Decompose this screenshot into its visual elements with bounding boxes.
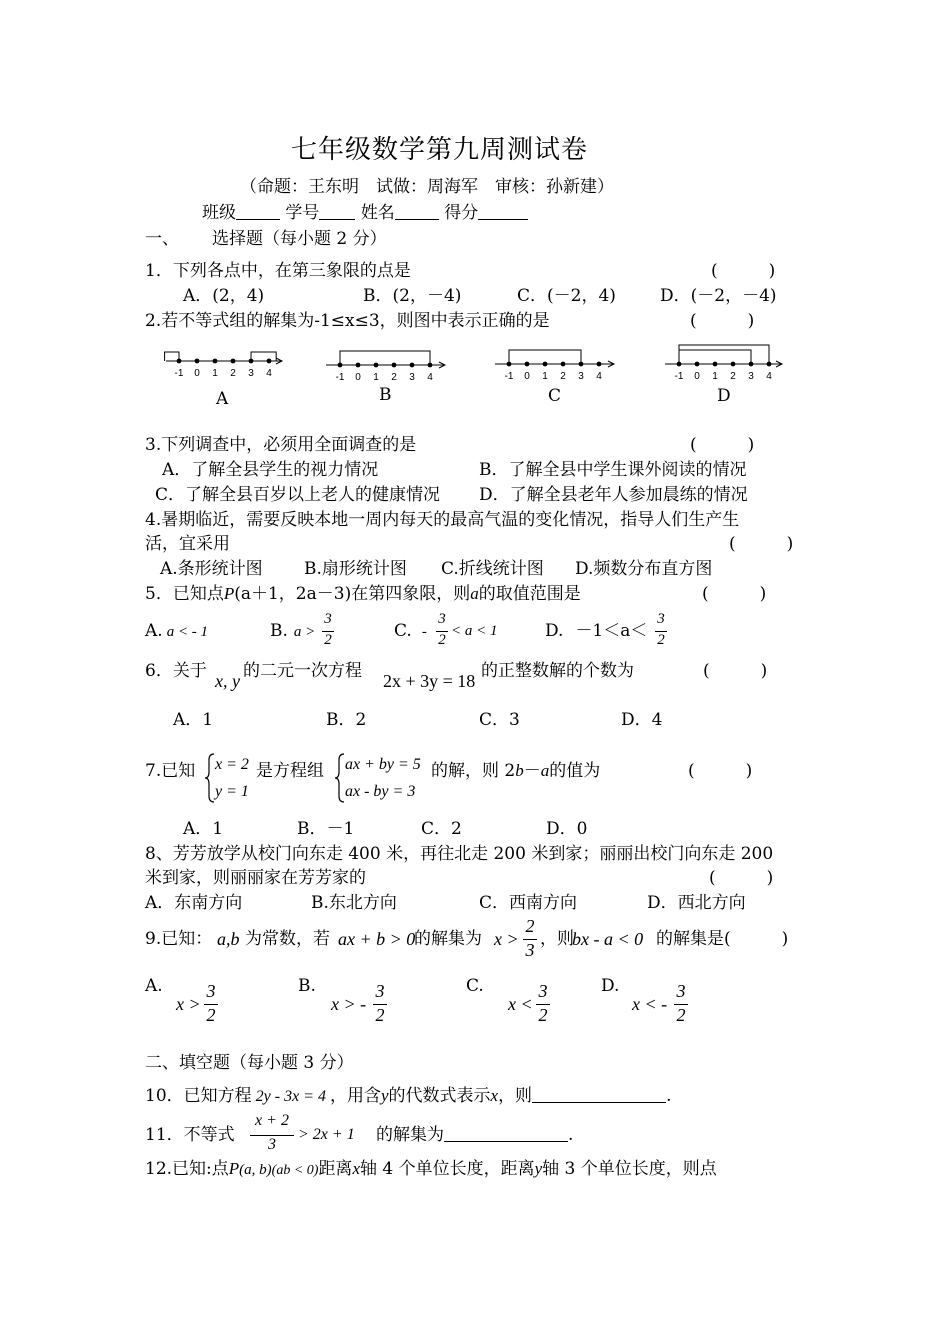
q2-tick-c-2: 1 (542, 371, 548, 382)
q7-option-a[interactable]: A．1 (183, 819, 224, 839)
q7-pre: 7.已知 (145, 761, 196, 781)
q2-label-a[interactable]: A (216, 389, 229, 409)
q9-frac-num: 2 (525, 916, 535, 936)
class-label: 班级 (202, 203, 236, 223)
num-label: 学号 (285, 203, 320, 223)
q12-var-y: y (534, 1159, 543, 1178)
section-1-number: 一、 (145, 229, 179, 249)
q9-a-num: 3 (206, 981, 216, 1001)
q5-option-d[interactable] (545, 620, 647, 642)
q10-answer-blank[interactable] (532, 1086, 666, 1103)
q1-option-c[interactable]: C．(－2，4) (517, 286, 616, 306)
q5-stem (145, 583, 581, 605)
q2-tick-d-4: 3 (748, 371, 754, 382)
q2-answer-paren[interactable]: ( ) (690, 311, 755, 331)
q12-tail: 轴 3 个单位长度，则点 (542, 1159, 717, 1179)
section-2-label: 二、填空题（每小题 3 分） (145, 1053, 354, 1073)
q2-point-a-1 (195, 359, 200, 364)
q8-answer-paren[interactable]: ( ) (709, 868, 774, 888)
q9-option-d-fraction (674, 981, 688, 1027)
q6-option-a[interactable]: A．1 (173, 710, 214, 730)
q10-mid2: 的代数式表示 (388, 1086, 491, 1106)
page-title: 七年级数学第九周测试卷 (291, 135, 589, 165)
q5-pre: 5．已知点 (145, 584, 224, 604)
q9-option-d-label[interactable]: D. (601, 976, 620, 996)
q5-option-c-fraction (436, 611, 448, 651)
q2-tick-c-0: -1 (504, 371, 514, 382)
q2-tick-c-4: 3 (578, 371, 584, 382)
q5-var: a (470, 584, 479, 603)
q9-mid1: 为常数，若 (245, 929, 330, 949)
q2-point-b-3 (392, 363, 397, 368)
q7-system2-line1: ax + by = 5 (345, 756, 421, 773)
q2-tick-b-2: 1 (373, 372, 379, 383)
q5-option-b-label: B. (270, 621, 288, 641)
q9-frac-den: 3 (525, 940, 535, 960)
q2-bracket-d-1 (679, 345, 769, 364)
q6-pre: 6．关于 (145, 661, 207, 681)
q2-tick-d-1: 0 (694, 371, 700, 382)
q5-b-num: 3 (324, 611, 332, 627)
q2-tick-a-2: 1 (212, 368, 218, 379)
q5-answer-paren[interactable]: ( ) (702, 584, 767, 604)
q7-system1-line1: x = 2 (215, 756, 249, 773)
q9-mid3: ，则 (540, 929, 574, 949)
q4-stem-line1: 4.暑期临近，需要反映本地一周内每天的最高气温的变化情况，指导人们生产生 (145, 510, 740, 530)
q4-stem-line2: 活，宜采用 (145, 534, 230, 554)
q9-option-b-fraction (373, 981, 387, 1027)
q9-option-b-label[interactable]: B. (298, 976, 316, 996)
q8-option-c[interactable]: C．西南方向 (479, 893, 578, 913)
q2-point-a-3 (231, 359, 236, 364)
q5-d-num: 3 (657, 611, 665, 627)
q2-tick-c-1: 0 (524, 371, 530, 382)
q9-option-c-label[interactable]: C. (466, 976, 484, 996)
q10-var-y: y (380, 1086, 389, 1105)
q5-d-den: 2 (657, 632, 665, 648)
q2-bracket-b-0 (340, 351, 430, 365)
q2-point-d-3 (731, 362, 736, 367)
q9-tail[interactable]: 的解集是( ) (656, 929, 789, 949)
q9-x-gt: x > (494, 929, 519, 949)
q2-point-a-5 (267, 359, 272, 364)
q10-end: . (666, 1086, 672, 1106)
q2-tick-d-2: 1 (712, 371, 718, 382)
q7-var-b: b (515, 761, 524, 780)
q4-option-b[interactable]: B.扇形统计图 (304, 559, 407, 579)
name-label: 姓名 (360, 203, 395, 223)
q2-tick-a-3: 2 (230, 368, 236, 379)
q2-tick-b-3: 2 (391, 372, 397, 383)
q5-option-a-label: A. (145, 621, 163, 641)
q7-minus: － (523, 761, 541, 781)
q1-option-d[interactable]: D．(－2，－4) (660, 286, 777, 306)
q2-stem: 2.若不等式组的解集为-1≤x≤3，则图中表示正确的是 (145, 311, 550, 331)
q12-mid: 轴 4 个单位长度，距离 (359, 1159, 535, 1179)
q9-option-a-label[interactable]: A. (145, 976, 163, 996)
q9-option-d-expr: x < - (632, 994, 668, 1014)
q8-option-d[interactable]: D．西北方向 (647, 893, 746, 913)
q9-ab: a,b (217, 929, 240, 949)
q7-answer-paren[interactable]: ( ) (688, 761, 753, 781)
q5-option-c-rest: < a < 1 (451, 623, 498, 639)
q5-option-c-label: C. (394, 621, 412, 641)
q2-tick-b-1: 0 (355, 372, 361, 383)
q2-tick-c-5: 4 (596, 371, 602, 382)
q3-option-c[interactable]: C．了解全县百岁以上老人的健康情况 (155, 485, 441, 505)
q12-point: P (228, 1159, 240, 1178)
q12-line (145, 1158, 717, 1182)
q10-var-x: x (490, 1086, 499, 1105)
q7-tail: 的值为 (549, 761, 601, 781)
q2-tick-a-5: 4 (266, 368, 272, 379)
q8-stem-line1: 8、芳芳放学从校门向东走 400 米，再往北走 200 米到家；丽丽出校门向东走 200 (145, 844, 774, 864)
q2-tick-a-4: 3 (248, 368, 254, 379)
q5-option-b-expr: a > (293, 624, 316, 640)
q9-option-c-fraction (536, 981, 550, 1027)
q5-option-d-label: D. (545, 621, 564, 641)
q10-mid: ，用含 (329, 1086, 381, 1106)
q5-option-d-fraction (655, 611, 667, 651)
q10-post: ，则 (498, 1086, 533, 1106)
q8-stem-line2: 米到家，则丽丽家在芳芳家的 (145, 868, 366, 888)
q5-post: 在第四象限，则 (351, 584, 471, 604)
q7-post-text: 的解，则 2 (431, 761, 516, 781)
q7-option-c[interactable]: C．2 (421, 819, 462, 839)
q9-option-b-expr: x > - (331, 994, 367, 1014)
q5-option-c-sign: - (421, 624, 427, 640)
q11-end: . (568, 1125, 574, 1145)
q9-d-num: 3 (676, 981, 686, 1001)
q4-answer-paren[interactable]: ( ) (729, 534, 794, 554)
q7-system2-line2: ax - by = 3 (345, 783, 416, 800)
q3-option-a[interactable]: A．了解全县学生的视力情况 (162, 460, 379, 480)
q2-tick-d-5: 4 (766, 371, 772, 382)
q1-option-a[interactable]: A．(2，4) (183, 286, 265, 306)
q2-point-b-2 (374, 363, 379, 368)
q2-tick-d-0: -1 (674, 371, 684, 382)
q9-c-num: 3 (538, 981, 548, 1001)
q9-c-den: 2 (538, 1005, 548, 1025)
q2-point-a-2 (213, 359, 218, 364)
q2-point-c-1 (525, 362, 530, 367)
q5-c-num: 3 (438, 611, 446, 627)
q5-option-c[interactable] (394, 620, 427, 643)
q2-tick-b-0: -1 (335, 372, 345, 383)
q9-option-a-expr: x > (176, 994, 201, 1014)
q2-point-b-1 (356, 363, 361, 368)
q3-answer-paren[interactable]: ( ) (690, 435, 755, 455)
q7-mid: 是方程组 (256, 761, 324, 781)
q2-label-b[interactable]: B (379, 385, 392, 405)
q9-b-den: 2 (375, 1005, 385, 1025)
q4-option-d[interactable]: D.频数分布直方图 (575, 559, 713, 579)
q7-var-a: a (540, 761, 550, 780)
q10-line (145, 1085, 671, 1108)
q9-ineq1: ax + b > 0 (338, 929, 416, 949)
q12-post: 距离 (318, 1159, 353, 1179)
q3-option-b[interactable]: B．了解全县中学生课外阅读的情况 (479, 460, 747, 480)
q12-condition: (ab < 0) (271, 1163, 319, 1178)
q6-mid: 的二元一次方程 (243, 661, 362, 681)
q11-post-line (376, 1124, 573, 1146)
q12-coords: (a, b) (239, 1162, 272, 1178)
q9-d-den: 2 (676, 1005, 686, 1025)
q1-answer-paren[interactable]: ( ) (711, 261, 776, 281)
q2-tick-a-1: 0 (194, 368, 200, 379)
q6-option-d[interactable]: D．4 (621, 710, 663, 730)
q10-pre: 10．已知方程 (145, 1086, 252, 1106)
q8-option-a[interactable]: A．东南方向 (145, 893, 243, 913)
q9-fraction (523, 916, 537, 962)
q2-point-c-3 (561, 362, 566, 367)
q6-vars: x, y (215, 671, 240, 691)
q2-label-c[interactable]: C (548, 386, 562, 406)
q5-option-b[interactable] (270, 620, 315, 643)
q4-option-c[interactable]: C.折线统计图 (441, 559, 544, 579)
q9-b-num: 3 (375, 981, 385, 1001)
q5-expr: (a＋1，2a－3) (234, 584, 352, 604)
q1-stem: 1．下列各点中，在第三象限的点是 (145, 261, 411, 281)
q1-option-b[interactable]: B．(2，－4) (363, 286, 462, 306)
q11-fraction (250, 1112, 294, 1158)
q6-answer-paren[interactable]: ( ) (703, 661, 768, 681)
q6-post: 的正整数解的个数为 (481, 661, 634, 681)
section-1-label: 选择题（每小题 2 分） (212, 229, 387, 249)
q9-a-den: 2 (206, 1005, 216, 1025)
q2-tick-b-4: 3 (409, 372, 415, 383)
q12-pre: 12.已知:点 (145, 1159, 229, 1179)
q3-stem: 3.下列调查中，必须用全面调查的是 (145, 435, 417, 455)
q5-option-d-expr: －1＜a＜ (575, 621, 648, 641)
q2-number-lines (0, 0, 950, 420)
q7-option-d[interactable]: D．0 (546, 819, 588, 839)
q5-tail: 的取值范围是 (478, 584, 581, 604)
q9-mid2: 的解集为 (414, 929, 482, 949)
q2-point-c-5 (597, 362, 602, 367)
q3-option-d[interactable]: D．了解全县老年人参加晨练的情况 (479, 485, 748, 505)
q5-option-a-expr: a < - 1 (166, 624, 209, 640)
q9-option-c-expr: x < (508, 994, 533, 1014)
q2-bracket-a-1 (251, 352, 276, 361)
q5-option-a[interactable] (145, 620, 208, 643)
q10-equation: 2y - 3x = 4 (255, 1088, 326, 1105)
q6-option-b[interactable]: B．2 (326, 710, 367, 730)
q9-ineq2: bx - a < 0 (572, 929, 644, 949)
q2-point-c-2 (543, 362, 548, 367)
q4-option-a[interactable]: A.条形统计图 (160, 559, 263, 579)
q11-post: 的解集为 (376, 1125, 444, 1145)
q11-answer-blank[interactable] (444, 1125, 568, 1142)
q2-tick-d-3: 2 (730, 371, 736, 382)
q9-pre: 9.已知： (145, 929, 213, 949)
score-label: 得分 (444, 203, 479, 223)
q5-b-den: 2 (324, 632, 332, 648)
q6-equation: 2x + 3y = 18 (383, 671, 476, 691)
q11-den: 3 (268, 1136, 276, 1153)
q5-c-den: 2 (438, 632, 446, 648)
q2-point-d-2 (713, 362, 718, 367)
q7-post (431, 760, 600, 782)
credits: （命题：王东明 试做：周海军 审核：孙新建） (240, 177, 614, 197)
q7-option-b[interactable]: B．－1 (297, 819, 355, 839)
q5-option-b-fraction (322, 611, 334, 651)
q2-point-b-4 (410, 363, 415, 368)
q7-system1-line2: y = 1 (215, 783, 249, 800)
q2-tick-b-5: 4 (427, 372, 433, 383)
q2-label-d[interactable]: D (717, 386, 731, 406)
q5-point: P (223, 584, 235, 603)
q2-tick-a-0: -1 (174, 368, 184, 379)
q11-pre: 11．不等式 (145, 1125, 235, 1145)
q9-option-a-fraction (204, 981, 218, 1027)
q8-option-b[interactable]: B.东北方向 (311, 893, 397, 913)
q12-var-x: x (352, 1159, 360, 1178)
q2-bracket-a-0 (165, 352, 179, 361)
q2-point-d-1 (695, 362, 700, 367)
q11-num: x + 2 (255, 1112, 289, 1129)
q2-tick-c-3: 2 (560, 371, 566, 382)
q11-rhs: > 2x + 1 (298, 1126, 355, 1143)
q6-option-c[interactable]: C．3 (479, 710, 520, 730)
